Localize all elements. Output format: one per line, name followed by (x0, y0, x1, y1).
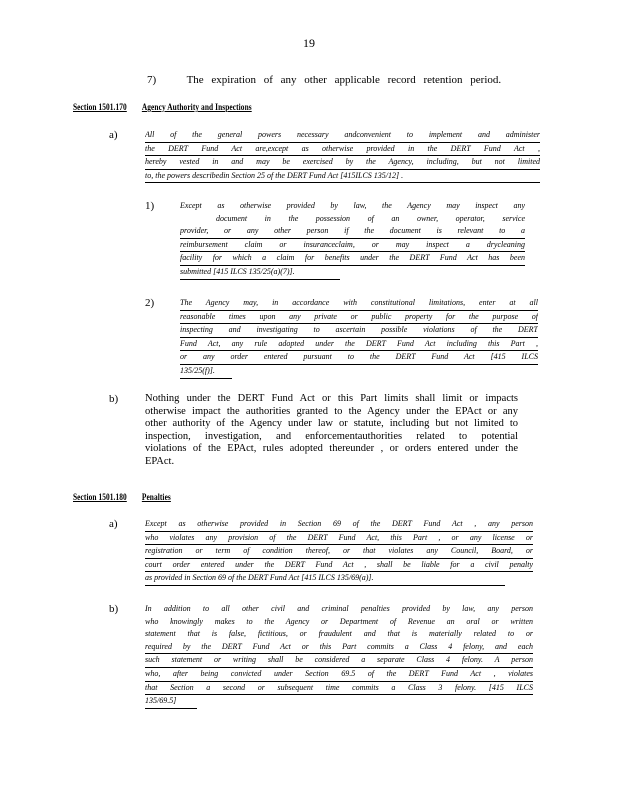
text-line: who, after being convicted under Section 69.5 of the DERT Fund Act , violates (145, 668, 533, 682)
text-line: Except as otherwise provided by law, the Agency may inspect any (180, 201, 525, 210)
text-line: Except as otherwise provided in Section 69 of the DERT Fund Act , any person (145, 518, 533, 532)
text-line: inspection, investigation, and enforcementauthorities related to potential (145, 430, 518, 442)
subsection-b-label: b) (109, 393, 119, 405)
section-heading-1501-180 (73, 492, 179, 502)
text-line: The Agency may, in accordance with constitutional limitations, enter at all (180, 297, 538, 311)
text-line: to, the powers describedin Section 25 of the DERT Fund Act [415ILCS 135/12] . (145, 170, 540, 184)
text-line: document in the possession of an owner, operator, service (216, 213, 525, 223)
list-item-7 (147, 74, 501, 86)
text-line: Fund Act, any rule adopted under the DERT Fund Act including this Part , (180, 338, 538, 352)
penalties-b-text (145, 603, 533, 709)
text-line: otherwise impact the authorities granted to the Agency under the EPAct or any (145, 405, 518, 417)
penalties-a-text (145, 518, 533, 586)
page-number: 19 (303, 36, 315, 50)
text-line: 135/69.5] (145, 695, 197, 709)
text-line: facility for which a claim for benefits under the DERT Fund Act has been (180, 252, 525, 266)
penalties-b-label: b) (109, 603, 119, 615)
text-line: reasonable times upon any private or public property for the purpose of (180, 311, 538, 325)
item-2-text (180, 297, 538, 379)
text-line: violations of the EPAct, rules adopted thereunder , or orders entered under the (145, 443, 518, 455)
text-line: required by the DERT Fund Act or this Part commits a Class 4 felony, and each (145, 641, 533, 655)
text-line: All of the general powers necessary andconvenient to implement and administer (145, 129, 540, 143)
section-heading-1501-170 (73, 102, 273, 112)
text-line: Nothing under the DERT Fund Act or this Part limits shall limit or impacts (145, 393, 518, 404)
section-number: Section 1501.180 (73, 492, 127, 502)
text-line: reimbursement claim or insuranceclaim, or may inspect a drycleaning (180, 239, 525, 253)
section-title: Penalties (141, 492, 171, 502)
section-title: Agency Authority and Inspections (141, 102, 252, 112)
text-line: the DERT Fund Act are,except as otherwise provided in the DERT Fund Act , (145, 143, 540, 157)
text-line: In addition to all other civil and criminal penalties provided by law, any person (145, 604, 533, 613)
text-line: other authority of the Agency under law or statute, including but not limited to (145, 418, 518, 430)
item-1-label: 1) (145, 200, 155, 212)
text-line: submitted [415 ILCS 135/25(a)(7)]. (180, 266, 340, 280)
text-line: registration or term of condition thereof, or that violates any Council, Board, or (145, 545, 533, 559)
item-1-text (180, 200, 525, 280)
subsection-b-text (145, 393, 518, 469)
subsection-a-label: a) (109, 129, 118, 141)
text-line: EPAct. (145, 455, 175, 467)
text-line: court order entered under the DERT Fund Act , shall be liable for a civil penalty (145, 559, 533, 573)
section-number: Section 1501.170 (73, 102, 127, 112)
text-line: 135/25(f)]. (180, 365, 232, 379)
text-line: hereby vested in and may be exercised by the Agency, including, but not limited (145, 156, 540, 170)
text-line: such statement or writing shall be considered a separate Class 4 felony. A person (145, 654, 533, 668)
text-line: who knowingly makes to the Agency or Department of Revenue an oral or written (145, 616, 533, 626)
text-line: who violates any provision of the DERT Fund Act, this Part , or any license or (145, 532, 533, 546)
text-line: that Section a second or subsequent time commits a Class 3 felony. [415 ILCS (145, 682, 533, 696)
text-line: provider, or any other person if the document is relevant to a (180, 225, 525, 239)
item-7-text: The expiration of any other applicable record retention period. (186, 74, 502, 86)
text-line: statement that is false, fictitious, or fraudulent and that is materially related to or (145, 629, 533, 639)
text-line: as provided in Section 69 of the DERT Fund Act [415 ILCS 135/69(a)]. (145, 572, 505, 586)
subsection-a-text (145, 129, 540, 183)
text-line: or any order entered pursuant to the DERT Fund Act [415 ILCS (180, 351, 538, 365)
item-2-label: 2) (145, 297, 155, 309)
text-line: inspecting and investigating to ascertain possible violations of the DERT (180, 324, 538, 338)
item-7-label: 7) (147, 74, 157, 86)
penalties-a-label: a) (109, 518, 118, 530)
